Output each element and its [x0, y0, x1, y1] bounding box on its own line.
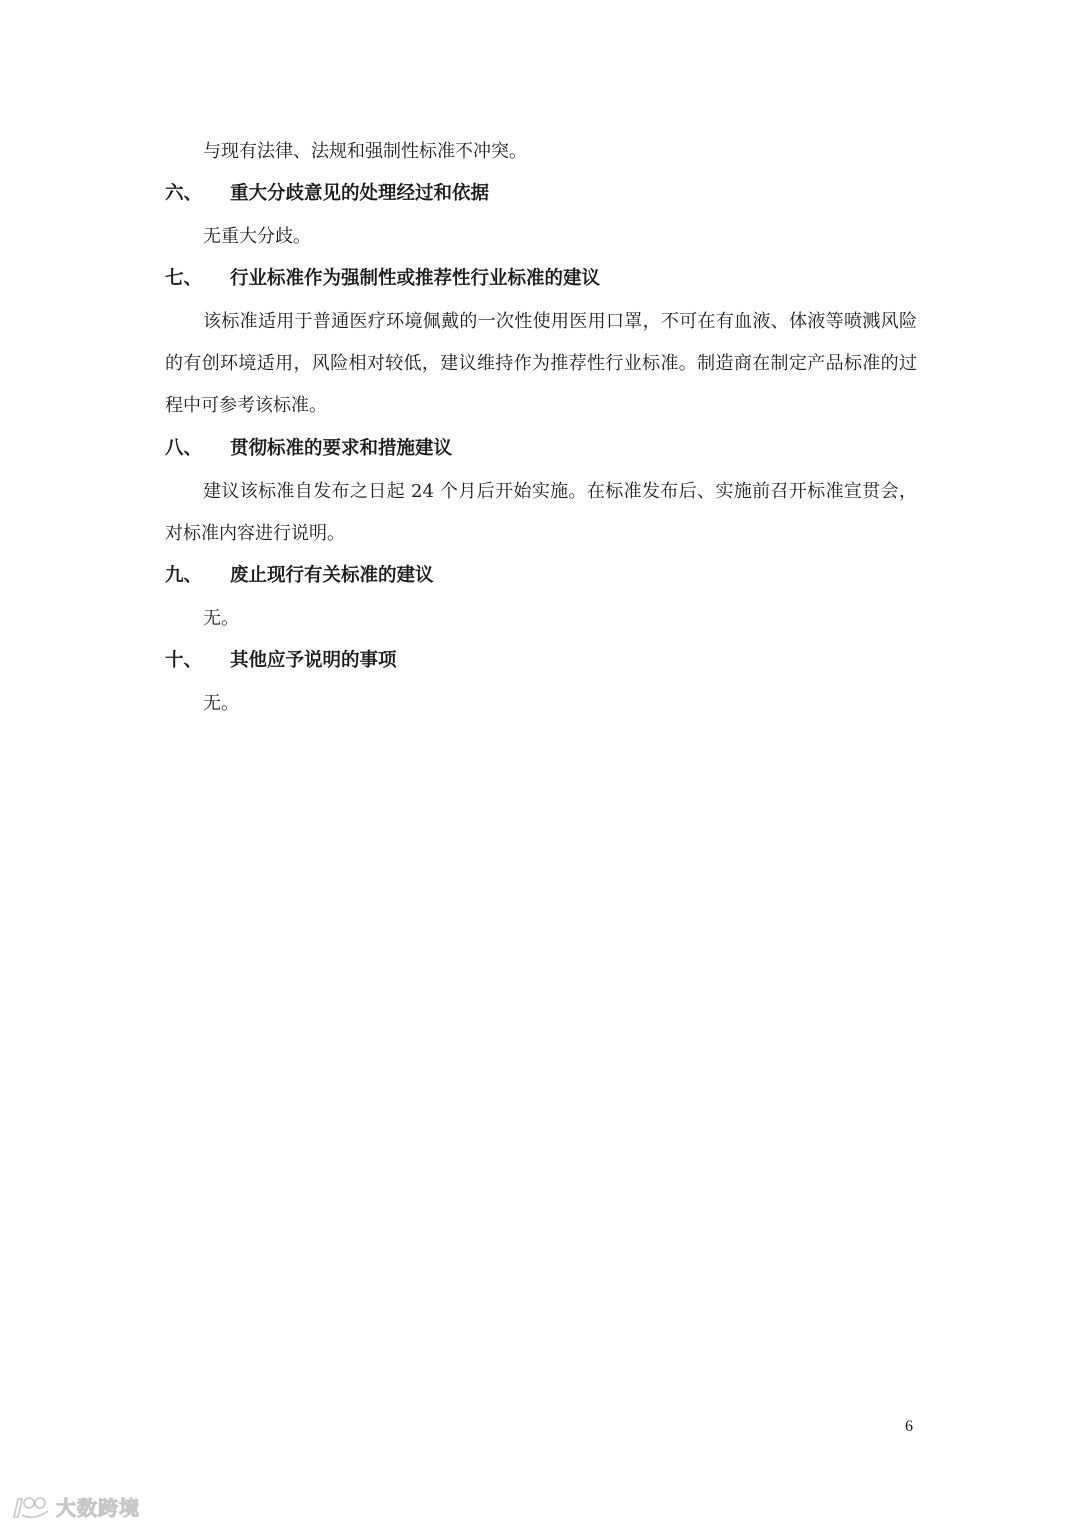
section-title: 废止现行有关标准的建议: [230, 565, 434, 586]
watermark-logo-icon: [8, 1493, 52, 1521]
paragraph-none-abolish: 无。: [203, 608, 239, 629]
paragraph-no-divergence: 无重大分歧。: [203, 226, 311, 247]
watermark: [8, 1492, 140, 1521]
section-number: 七、: [165, 268, 203, 289]
section-heading-8: [165, 428, 452, 470]
section-title: 其他应予说明的事项: [230, 650, 397, 671]
paragraph-implementation: 建议该标准自发布之日起 24 个月后开始实施。在标准发布后、实施前召开标准宣贯会，对标准内容进行说明。: [165, 481, 917, 544]
section-title: 贯彻标准的要求和措施建议: [230, 438, 453, 459]
section-number: 九、: [165, 565, 203, 586]
section-heading-7: [165, 258, 600, 300]
section-heading-10: [165, 640, 397, 682]
paragraph-none-other: 无。: [203, 693, 239, 714]
section-title: 行业标准作为强制性或推荐性行业标准的建议: [230, 268, 601, 289]
section-number: 六、: [165, 183, 203, 204]
section-number: 十、: [165, 650, 203, 671]
section-heading-6: [165, 173, 489, 215]
watermark-text: 大数跨境: [56, 1496, 140, 1520]
section-title: 重大分歧意见的处理经过和依据: [230, 183, 490, 204]
page-number: 6: [905, 1418, 913, 1435]
paragraph-conflict-statement: 与现有法律、法规和强制性标准不冲突。: [203, 141, 527, 162]
section-heading-9: [165, 555, 434, 597]
section-number: 八、: [165, 438, 203, 459]
paragraph-recommendation: 该标准适用于普通医疗环境佩戴的一次性使用医用口罩，不可在有血液、体液等喷溅风险的有创环境适用，风险相对较低，建议维持作为推荐性行业标准。制造商在制定产品标准的过程中可参考该标准。: [165, 311, 917, 416]
